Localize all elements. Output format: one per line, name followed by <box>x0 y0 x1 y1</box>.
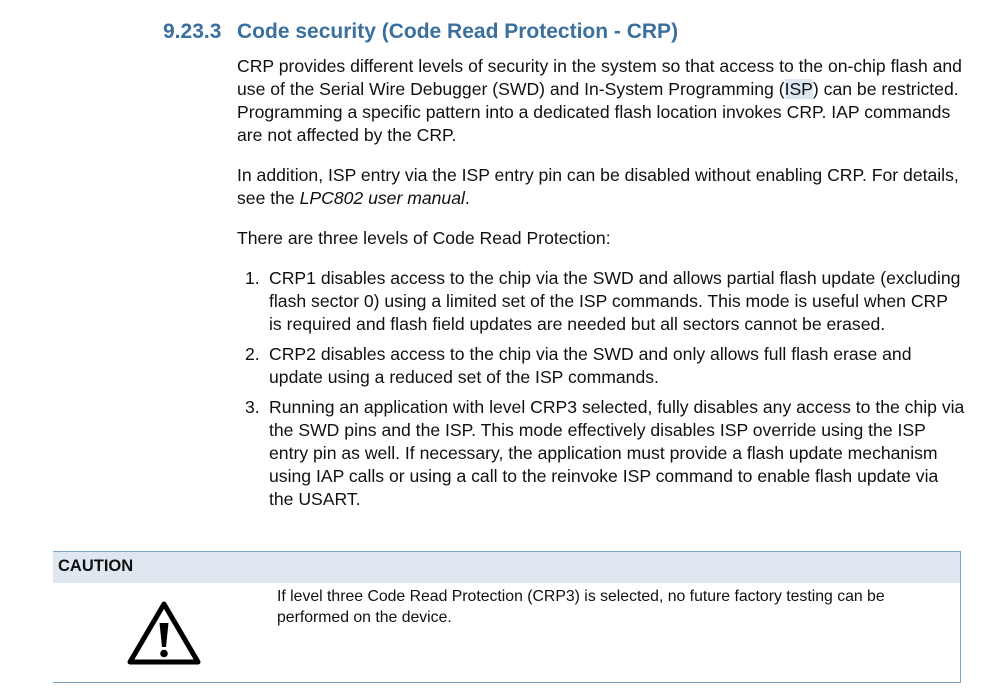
section-number: 9.23.3 <box>163 20 222 43</box>
warning-triangle-icon <box>126 599 202 667</box>
caution-text: If level three Code Read Protection (CRP3) is selected, no future factory testing can be performed on the device. <box>277 588 885 626</box>
list-item <box>237 396 965 511</box>
caution-border <box>53 682 961 683</box>
list-text: CRP2 disables access to the chip via the SWD and only allows full flash erase and update using a reduced set of the ISP commands. <box>269 344 912 387</box>
list-number: 3. <box>245 397 260 417</box>
paragraph-crp-intro <box>237 55 965 147</box>
crp-levels-list <box>237 267 965 511</box>
caution-box <box>53 551 960 683</box>
paragraph-levels-intro: There are three levels of Code Read Protection: <box>237 228 611 248</box>
caution-header <box>53 551 960 583</box>
section-body <box>237 55 965 518</box>
list-number: 1. <box>245 268 260 288</box>
paragraph-text: ) can be restricted. Programming a specific pattern into a dedicated flash location invokes CRP. IAP commands are not affected by the CRP. <box>237 79 959 145</box>
list-text: Running an application with level CRP3 selected, fully disables any access to the chip via the SWD pins and the ISP. This mode effectively disables ISP override using the ISP entry pin as well. If necessary, the application must provide a flash update mechanism using IAP calls or using a call to the reinvoke ISP command to enable flash update via the USART. <box>269 397 965 509</box>
highlighted-isp: ISP <box>784 79 813 99</box>
list-item <box>237 267 965 336</box>
paragraph-text: . <box>464 188 470 208</box>
list-text: CRP1 disables access to the chip via the SWD and allows partial flash update (excluding flash sector 0) using a limited set of the ISP commands. This mode is useful when CRP is required and flash field updates are needed but all sectors cannot be erased. <box>269 268 961 334</box>
section-title: Code security (Code Read Protection - CRP) <box>237 20 679 43</box>
caution-label: CAUTION <box>58 557 134 575</box>
caution-border <box>960 551 961 683</box>
paragraph-isp-entry <box>237 164 965 210</box>
list-item <box>237 343 965 389</box>
paragraph-text: In addition, ISP entry via the ISP entry pin can be disabled without enabling CRP. For details, see the <box>237 165 959 208</box>
paragraph-text: CRP provides different levels of security in the system so that access to the on-chip flash and use of the Serial Wire Debugger (SWD) and In-System Programming ( <box>237 56 962 99</box>
section-heading <box>163 20 678 44</box>
manual-reference: LPC802 user manual <box>299 188 465 208</box>
list-number: 2. <box>245 344 260 364</box>
